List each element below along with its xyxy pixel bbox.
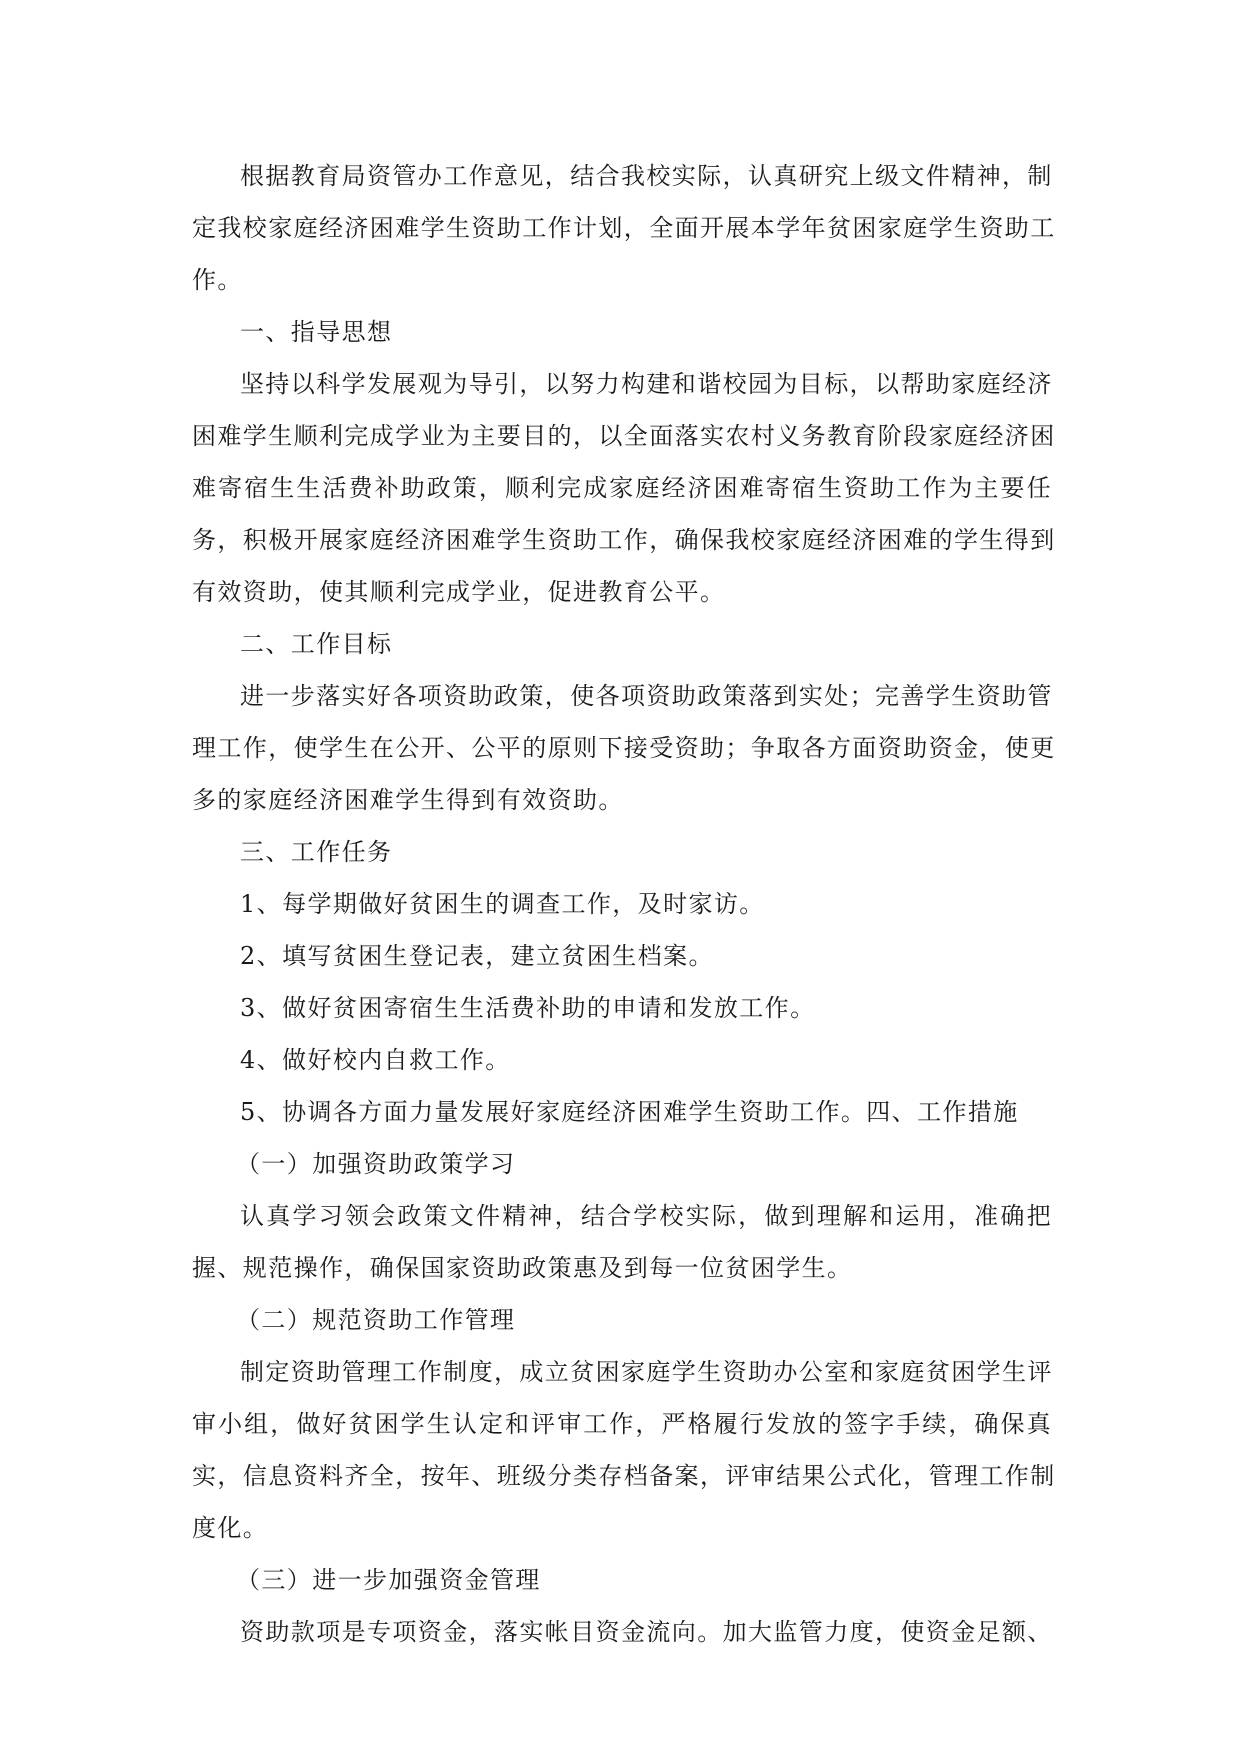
paragraph-line: 务，积极开展家庭经济困难学生资助工作，确保我校家庭经济困难的学生得到 <box>192 526 1056 554</box>
subsection-heading: （一）加强资助政策学习 <box>236 1150 516 1178</box>
paragraph-line: 审小组，做好贫困学生认定和评审工作，严格履行发放的签字手续，确保真 <box>192 1410 1052 1438</box>
paragraph-line: 握、规范操作，确保国家资助政策惠及到每一位贫困学生。 <box>192 1254 853 1282</box>
section-heading: 一、指导思想 <box>240 318 393 346</box>
paragraph-line: 进一步落实好各项资助政策，使各项资助政策落到实处；完善学生资助管 <box>240 682 1053 710</box>
paragraph-line: 理工作，使学生在公开、公平的原则下接受资助；争取各方面资助资金，使更 <box>192 734 1056 762</box>
subsection-heading: （二）规范资助工作管理 <box>236 1306 516 1334</box>
paragraph-line: 困难学生顺利完成学业为主要目的，以全面落实农村义务教育阶段家庭经济困 <box>192 422 1056 450</box>
list-item: 3、做好贫困寄宿生生活费补助的申请和发放工作。 <box>240 994 816 1022</box>
section-heading: 三、工作任务 <box>240 838 393 866</box>
paragraph-line: 制定资助管理工作制度，成立贫困家庭学生资助办公室和家庭贫困学生评 <box>240 1358 1053 1386</box>
paragraph-line: 资助款项是专项资金，落实帐目资金流向。加大监管力度，使资金足额、 <box>240 1618 1053 1646</box>
section-heading: 二、工作目标 <box>240 630 393 658</box>
paragraph-line: 坚持以科学发展观为导引，以努力构建和谐校园为目标，以帮助家庭经济 <box>240 370 1053 398</box>
list-item: 5、协调各方面力量发展好家庭经济困难学生资助工作。四、工作措施 <box>240 1098 1019 1126</box>
paragraph-line: 认真学习领会政策文件精神，结合学校实际，做到理解和运用，准确把 <box>240 1202 1052 1230</box>
list-item: 1、每学期做好贫困生的调查工作，及时家访。 <box>240 890 765 918</box>
document-body <box>192 150 1056 1658</box>
paragraph-line: 根据教育局资管办工作意见，结合我校实际，认真研究上级文件精神，制 <box>240 162 1053 190</box>
subsection-heading: （三）进一步加强资金管理 <box>236 1566 541 1594</box>
paragraph-line: 有效资助，使其顺利完成学业，促进教育公平。 <box>192 578 726 606</box>
paragraph-line: 多的家庭经济困难学生得到有效资助。 <box>192 786 624 814</box>
list-item: 2、填写贫困生登记表，建立贫困生档案。 <box>240 942 714 970</box>
paragraph-line: 定我校家庭经济困难学生资助工作计划，全面开展本学年贫困家庭学生资助工 <box>192 214 1056 242</box>
list-item: 4、做好校内自救工作。 <box>240 1046 511 1074</box>
paragraph-line: 难寄宿生生活费补助政策，顺利完成家庭经济困难寄宿生资助工作为主要任 <box>192 474 1052 502</box>
paragraph-line: 作。 <box>192 266 243 294</box>
paragraph-line: 实，信息资料齐全，按年、班级分类存档备案，评审结果公式化，管理工作制 <box>192 1462 1056 1490</box>
paragraph-line: 度化。 <box>192 1514 269 1542</box>
